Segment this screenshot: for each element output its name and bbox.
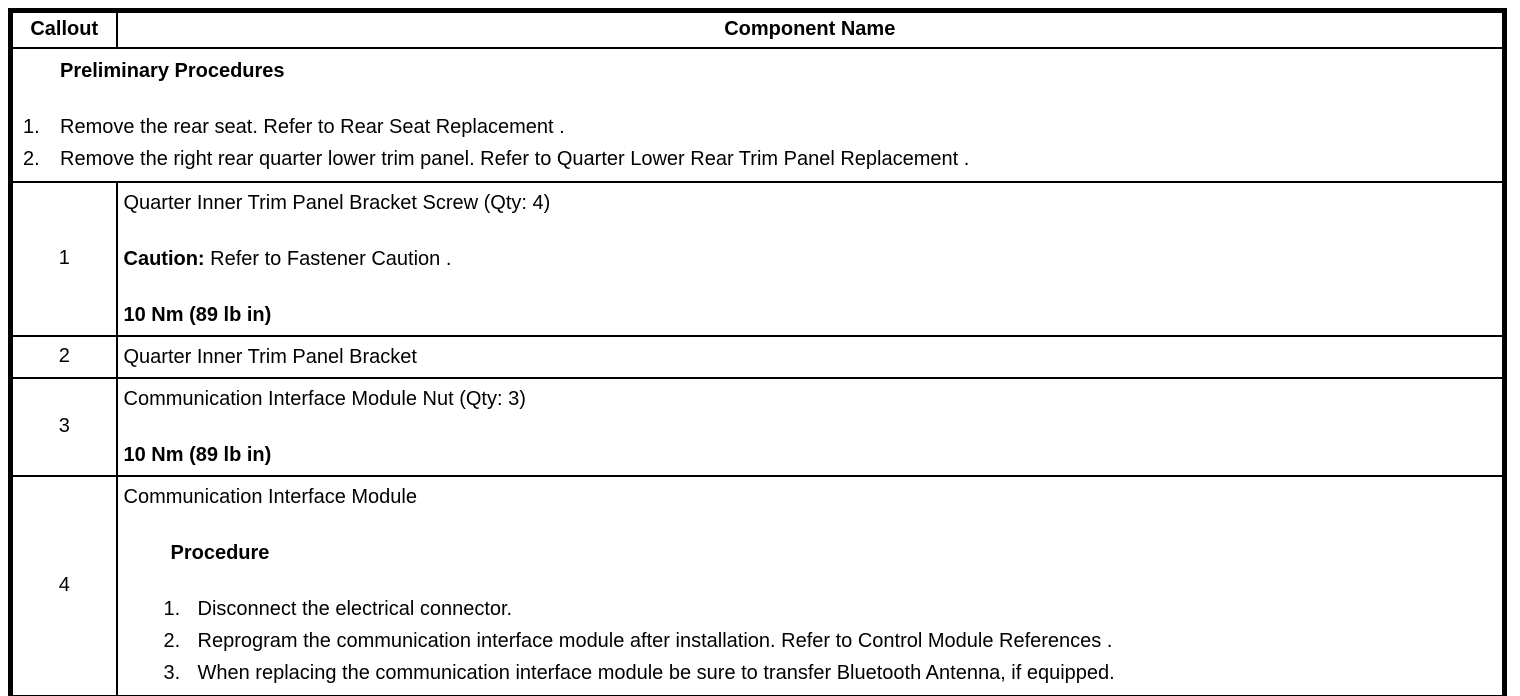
procedure-step-3: When replacing the communication interface module be sure to transfer Bluetooth Antenna, if equipped. bbox=[197, 661, 1115, 684]
table-row-callout-2 bbox=[11, 336, 1505, 378]
component-name-text: Quarter Inner Trim Panel Bracket Screw (Qty: 4) bbox=[123, 191, 551, 214]
component-name-text: Quarter Inner Trim Panel Bracket bbox=[123, 345, 417, 368]
torque-spec: 10 Nm (89 lb in) bbox=[123, 443, 272, 466]
preliminary-step-2: Remove the right rear quarter lower trim panel. Refer to Quarter Lower Rear Trim Panel Replacement . bbox=[60, 147, 970, 170]
torque-spec: 10 Nm (89 lb in) bbox=[123, 303, 272, 326]
preliminary-procedures-row bbox=[11, 48, 1505, 182]
caution-note bbox=[124, 243, 1495, 275]
preliminary-procedures-cell bbox=[11, 48, 1505, 182]
component-cell-2 bbox=[117, 336, 1505, 378]
callout-number-1: 1 bbox=[11, 182, 117, 336]
table-row-callout-3 bbox=[11, 378, 1505, 476]
column-header-callout: Callout bbox=[11, 11, 117, 48]
component-cell-4 bbox=[117, 476, 1505, 696]
table-row-callout-1 bbox=[11, 182, 1505, 336]
column-header-component-name: Component Name bbox=[117, 11, 1505, 48]
callout-number-3: 3 bbox=[11, 378, 117, 476]
caution-text: Refer to Fastener Caution . bbox=[204, 247, 452, 270]
caution-label: Caution: bbox=[123, 247, 205, 270]
procedure-step-1: Disconnect the electrical connector. bbox=[197, 597, 513, 620]
component-name-text: Communication Interface Module Nut (Qty: 3) bbox=[123, 387, 526, 410]
component-cell-3 bbox=[117, 378, 1505, 476]
procedure-steps-list bbox=[164, 593, 1495, 689]
callout-number-2: 2 bbox=[11, 336, 117, 378]
procedure-title: Procedure bbox=[170, 541, 270, 564]
component-cell-1 bbox=[117, 182, 1505, 336]
component-name-text: Communication Interface Module bbox=[123, 485, 417, 508]
preliminary-step-1: Remove the rear seat. Refer to Rear Seat Replacement . bbox=[60, 115, 565, 138]
preliminary-steps-list bbox=[23, 111, 1494, 175]
callout-number-4: 4 bbox=[11, 476, 117, 696]
callout-component-table bbox=[8, 8, 1507, 696]
table-row-callout-4 bbox=[11, 476, 1505, 696]
procedure-step-2: Reprogram the communication interface module after installation. Refer to Control Module References . bbox=[197, 629, 1113, 652]
table-header-row bbox=[11, 11, 1505, 48]
preliminary-procedures-title: Preliminary Procedures bbox=[60, 59, 285, 82]
